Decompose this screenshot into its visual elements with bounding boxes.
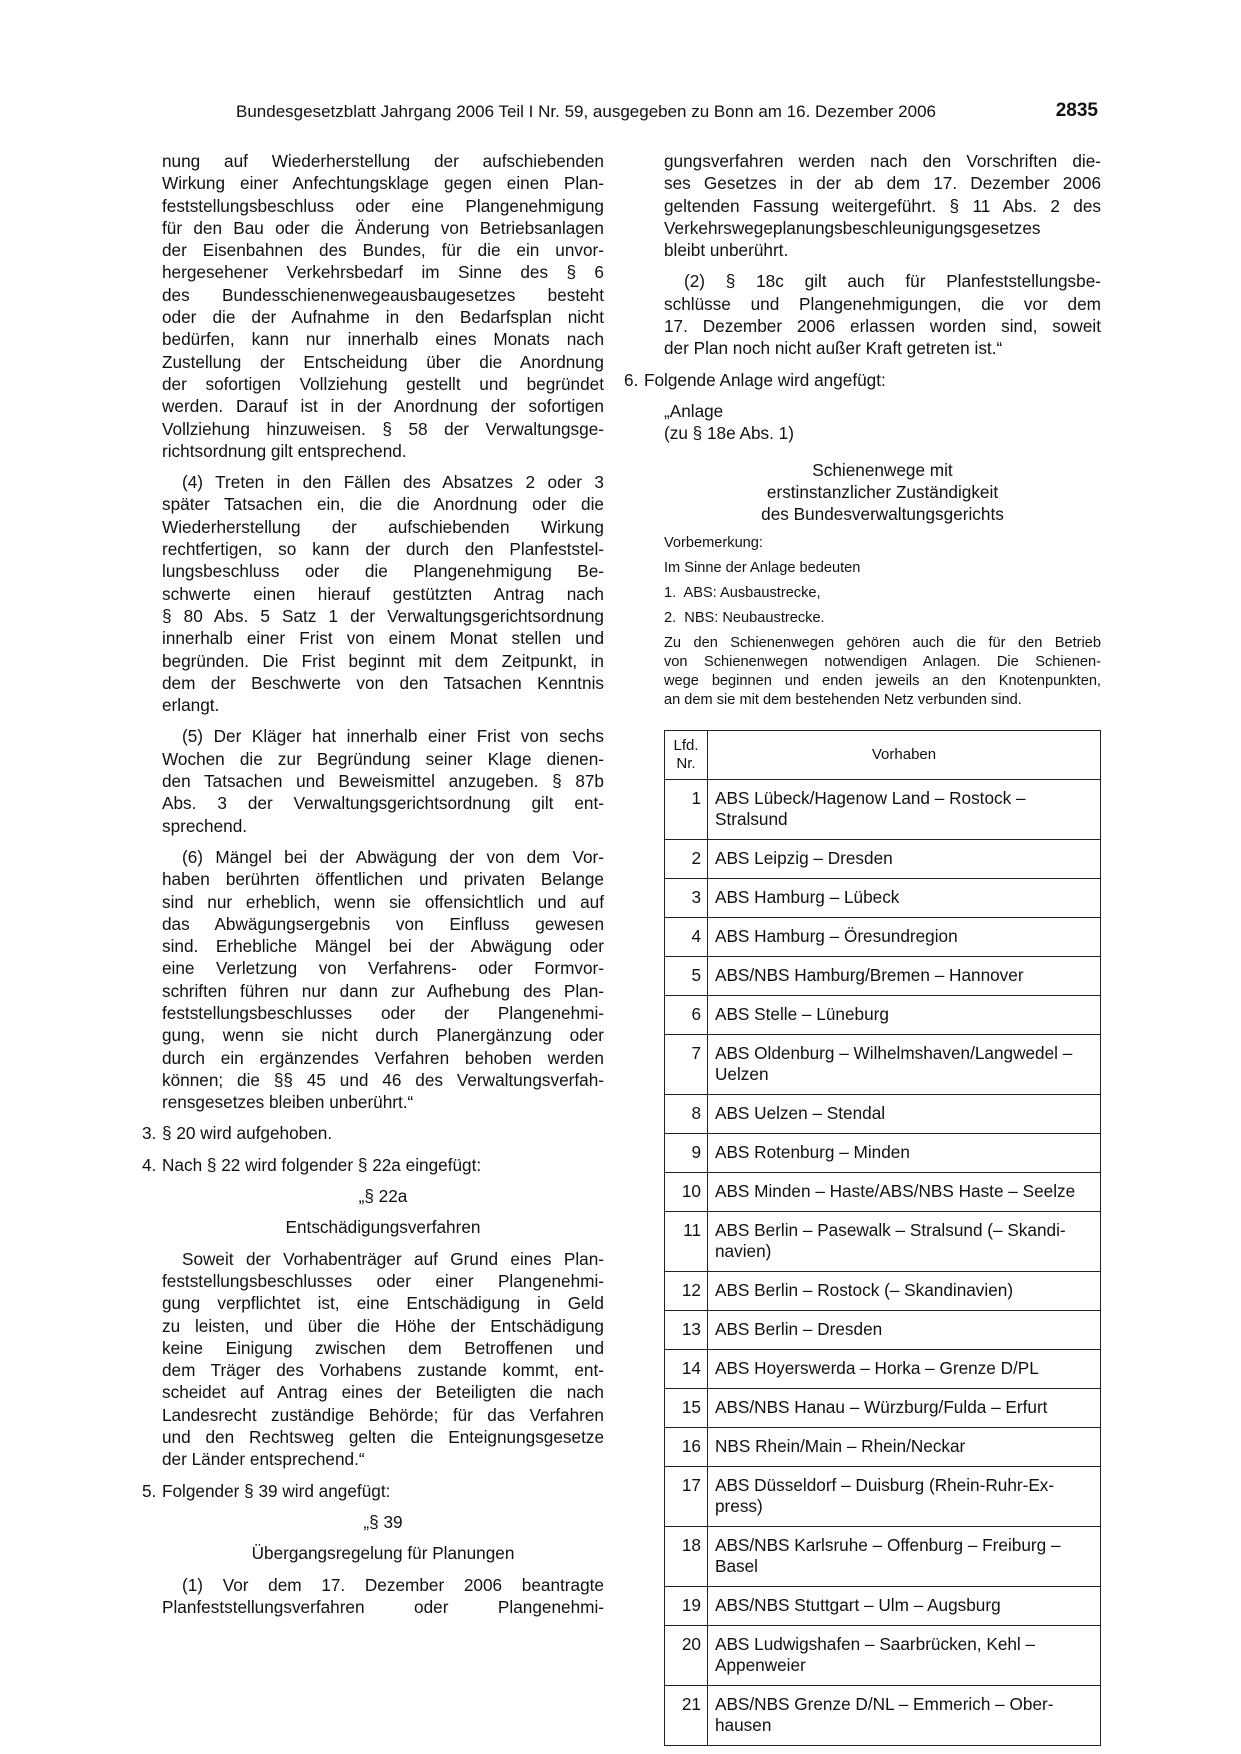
text-line: scheidet auf Antrag eines der Beteiligten die nach xyxy=(162,1382,604,1403)
row-number: 20 xyxy=(665,1626,708,1686)
row-vorhaben xyxy=(708,1134,1101,1173)
section-22a-text xyxy=(162,1248,604,1471)
text-line: erlangt. xyxy=(162,695,220,716)
section-22a-heading: „§ 22a xyxy=(358,1186,408,1207)
text-line: werden. Darauf ist in der Anordnung der sofortigen xyxy=(162,396,604,417)
section-22a-title: Entschädigungsverfahren xyxy=(285,1217,481,1238)
text-line: gung, wenn sie nicht durch Planergänzung oder xyxy=(162,1025,604,1046)
definition-abs: 1. ABS: Ausbaustrecke, xyxy=(664,585,821,602)
row-vorhaben xyxy=(708,1311,1101,1350)
text-line: § 80 Abs. 5 Satz 1 der Verwaltungsgerichtsordnung xyxy=(162,605,604,626)
table-row xyxy=(665,1587,1101,1626)
row-vorhaben xyxy=(708,1350,1101,1389)
paragraph-3-continued xyxy=(162,150,604,462)
item-text: Folgender § 39 wird angefügt: xyxy=(162,1480,391,1501)
text-line: (2) § 18c gilt auch für Planfeststellungsbe- xyxy=(684,271,1101,292)
text-line: bleibt unberührt. xyxy=(664,240,789,261)
text-line: geltenden Fassung weitergeführt. § 11 Abs. 2 des xyxy=(664,195,1101,216)
row-vorhaben xyxy=(708,996,1101,1035)
text-line: sind nur erheblich, wenn sie offensichtlich und auf xyxy=(162,891,604,912)
text-line: des Bundesverwaltungsgerichts xyxy=(761,504,1004,525)
item-number: 6. xyxy=(624,369,639,390)
text-line: eine Verletzung von Verfahrens- oder Formvor- xyxy=(162,958,604,979)
text-line: Soweit der Vorhabenträger auf Grund eines Plan- xyxy=(182,1248,604,1269)
row-number: 19 xyxy=(665,1587,708,1626)
text-line: 17. Dezember 2006 erlassen worden sind, soweit xyxy=(664,316,1101,337)
row-vorhaben xyxy=(708,1035,1101,1095)
amendment-item-5 xyxy=(142,1480,604,1502)
table-row xyxy=(665,1389,1101,1428)
column-header-nr xyxy=(665,731,708,780)
text-line: ABS/NBS Stuttgart – Ulm – Augsburg xyxy=(715,1595,1001,1616)
paragraph-6 xyxy=(162,846,604,1114)
text-line: dem Träger des Vorhabens zustande kommt, ent- xyxy=(162,1360,604,1381)
row-number: 18 xyxy=(665,1527,708,1587)
text-line: den Tatsachen und Beweismittel anzugeben. § 87b xyxy=(162,771,604,792)
text-line: rensgesetzes bleiben unberührt.“ xyxy=(162,1092,414,1113)
text-line: ABS Lübeck/Hagenow Land – Rostock – xyxy=(715,788,1026,809)
text-line: Wiederherstellung der aufschiebenden Wirkung xyxy=(162,516,604,537)
row-vorhaben xyxy=(708,1428,1101,1467)
section-39-para-2 xyxy=(664,270,1101,359)
text-line: wege beginnen und enden jeweils an den Knotenpunkten, xyxy=(664,673,1101,690)
section-39-text xyxy=(162,1574,604,1619)
text-line: später Tatsachen ein, die die Anordnung oder die xyxy=(162,494,604,515)
table-row xyxy=(665,879,1101,918)
column-header-vorhaben: Vorhaben xyxy=(708,731,1101,780)
table-row xyxy=(665,957,1101,996)
text-line: Zustellung der Entscheidung über die Anordnung xyxy=(162,351,604,372)
row-number: 21 xyxy=(665,1686,708,1746)
row-number: 16 xyxy=(665,1428,708,1467)
row-vorhaben xyxy=(708,780,1101,840)
text-line: ABS Berlin – Dresden xyxy=(715,1319,883,1340)
table-body xyxy=(665,780,1101,1746)
text-line: der Plan noch nicht außer Kraft getreten ist.“ xyxy=(664,338,1003,359)
text-line: (4) Treten in den Fällen des Absatzes 2 oder 3 xyxy=(182,472,604,493)
definition-nbs: 2. NBS: Neubaustrecke. xyxy=(664,610,825,627)
text-line: navien) xyxy=(715,1241,772,1262)
table-row xyxy=(665,1686,1101,1746)
text-line: sprechend. xyxy=(162,815,248,836)
row-number: 14 xyxy=(665,1350,708,1389)
text-line: Stralsund xyxy=(715,809,788,830)
row-vorhaben xyxy=(708,1467,1101,1527)
text-line: der Eisenbahnen des Bundes, für die ein unvor- xyxy=(162,240,604,261)
text-line: nung auf Wiederherstellung der aufschiebenden xyxy=(162,151,604,171)
text-line: Uelzen xyxy=(715,1064,769,1085)
text-line: innerhalb einer Frist von einem Monat stellen und xyxy=(162,628,604,649)
left-column xyxy=(142,150,604,1627)
section-39-continued xyxy=(664,150,1101,261)
text-line: NBS Rhein/Main – Rhein/Neckar xyxy=(715,1436,966,1457)
row-vorhaben xyxy=(708,879,1101,918)
text-line: ABS Uelzen – Stendal xyxy=(715,1103,886,1124)
text-line: ABS Leipzig – Dresden xyxy=(715,848,893,869)
item-number: 4. xyxy=(142,1154,157,1175)
amendment-item-3 xyxy=(142,1122,604,1144)
text-line: ABS/NBS Karlsruhe – Offenburg – Freiburg – xyxy=(715,1535,1061,1556)
row-number: 4 xyxy=(665,918,708,957)
row-number: 17 xyxy=(665,1467,708,1527)
text-line: begründen. Die Frist beginnt mit dem Zeitpunkt, in xyxy=(162,650,604,671)
text-line: haben berührten öffentlichen und privaten Belange xyxy=(162,869,604,890)
text-line: ABS/NBS Grenze D/NL – Emmerich – Ober- xyxy=(715,1694,1054,1715)
text-line: können; die §§ 45 und 46 des Verwaltungsverfah- xyxy=(162,1069,604,1090)
text-line: ABS Hoyerswerda – Horka – Grenze D/PL xyxy=(715,1358,1039,1379)
anlage-label: „Anlage xyxy=(664,400,724,421)
text-line: schwerte einen hierauf gestützten Antrag nach xyxy=(162,583,604,604)
table-row xyxy=(665,1134,1101,1173)
text-line: oder die der Aufnahme in den Bedarfsplan nicht xyxy=(162,307,604,328)
table-row xyxy=(665,1626,1101,1686)
text-line: Wochen die zur Begründung seiner Klage dienen- xyxy=(162,748,604,769)
table-row xyxy=(665,1467,1101,1527)
header-nr-line: Nr. xyxy=(676,755,696,773)
row-number: 7 xyxy=(665,1035,708,1095)
text-line: ABS/NBS Hamburg/Bremen – Hannover xyxy=(715,965,1024,986)
vorbemerkung-note xyxy=(664,634,1101,710)
text-line: ABS Hamburg – Lübeck xyxy=(715,887,900,908)
text-line: hausen xyxy=(715,1715,772,1736)
text-line: dem der Beschwerte von den Tatsachen Kenntnis xyxy=(162,672,604,693)
item-number: 5. xyxy=(142,1480,157,1501)
item-number: 3. xyxy=(142,1123,157,1144)
row-number: 5 xyxy=(665,957,708,996)
right-continuation xyxy=(664,150,1101,360)
table-row xyxy=(665,1272,1101,1311)
row-number: 6 xyxy=(665,996,708,1035)
right-column xyxy=(624,150,1101,1746)
row-number: 11 xyxy=(665,1212,708,1272)
text-line: (1) Vor dem 17. Dezember 2006 beantragte xyxy=(182,1574,604,1595)
text-line: erstinstanzlicher Zuständigkeit xyxy=(766,481,999,502)
row-vorhaben xyxy=(708,957,1101,996)
item-text: § 20 wird aufgehoben. xyxy=(162,1123,333,1144)
text-line: ABS Düsseldorf – Duisburg (Rhein-Ruhr-Ex- xyxy=(715,1475,1055,1496)
text-line: sind. Erhebliche Mängel bei der Abwägung oder xyxy=(162,936,604,957)
row-number: 9 xyxy=(665,1134,708,1173)
text-line: durch ein ergänzendes Verfahren behoben werden xyxy=(162,1047,604,1068)
text-line: Abs. 3 der Verwaltungsgerichtsordnung gilt ent- xyxy=(162,793,604,814)
row-vorhaben xyxy=(708,1272,1101,1311)
text-line: ABS Stelle – Lüneburg xyxy=(715,1004,889,1025)
text-line: zu leisten, und über die Höhe der Entschädigung xyxy=(162,1315,604,1336)
text-line: Schienenwege mit xyxy=(812,459,953,480)
text-line: (5) Der Kläger hat innerhalb einer Frist von sechs xyxy=(182,726,604,747)
text-line: Landesrecht zuständige Behörde; für das Verfahren xyxy=(162,1404,604,1425)
text-line: ses Gesetzes in der ab dem 17. Dezember 2006 xyxy=(664,173,1101,194)
paragraph-5 xyxy=(162,725,604,836)
row-number: 1 xyxy=(665,780,708,840)
row-vorhaben xyxy=(708,1212,1101,1272)
text-line: keine Einigung zwischen dem Betroffenen und xyxy=(162,1337,604,1358)
table-row xyxy=(665,1311,1101,1350)
text-line: des Bundesschienenwegeausbaugesetzes besteht xyxy=(162,284,604,305)
text-line: ABS Ludwigshafen – Saarbrücken, Kehl – xyxy=(715,1634,1036,1655)
text-line: ABS/NBS Hanau – Würzburg/Fulda – Erfurt xyxy=(715,1397,1048,1418)
text-line: ABS Berlin – Rostock (– Skandinavien) xyxy=(715,1280,1014,1301)
text-line: das Abwägungsergebnis von Einfluss gewesen xyxy=(162,913,604,934)
row-vorhaben xyxy=(708,1626,1101,1686)
text-line: richtsordnung gilt entsprechend. xyxy=(162,440,407,461)
vorbemerkung-label: Vorbemerkung: xyxy=(664,535,763,552)
header-nr-line: Lfd. xyxy=(673,737,699,755)
text-line: Wirkung einer Anfechtungsklage gegen einen Plan- xyxy=(162,173,604,194)
anlage-block xyxy=(664,400,1101,710)
text-line: Zu den Schienenwegen gehören auch die für den Betrieb xyxy=(664,635,1101,652)
row-number: 13 xyxy=(665,1311,708,1350)
table-row xyxy=(665,1173,1101,1212)
text-line: und den Rechtsweg gelten die Enteignungsgesetze xyxy=(162,1427,604,1448)
table-row xyxy=(665,996,1101,1035)
page-header xyxy=(236,100,1098,124)
text-line: von Schienenwegen notwendigen Anlagen. Die Schienen- xyxy=(664,654,1101,671)
row-vorhaben xyxy=(708,840,1101,879)
text-line: ABS Oldenburg – Wilhelmshaven/Langwedel – xyxy=(715,1043,1073,1064)
row-vorhaben xyxy=(708,1389,1101,1428)
text-line: ABS Rotenburg – Minden xyxy=(715,1142,910,1163)
item-text: Folgende Anlage wird angefügt: xyxy=(644,369,886,390)
text-line: press) xyxy=(715,1496,763,1517)
table-row xyxy=(665,1428,1101,1467)
text-line: Verkehrswegeplanungsbeschleunigungsgesetzes xyxy=(664,217,1041,238)
text-line: rechtfertigen, so kann der durch den Planfeststel- xyxy=(162,539,604,560)
amendment-item-6 xyxy=(624,369,1101,391)
text-line: Basel xyxy=(715,1556,758,1577)
text-line: schlüsse und Plangenehmigungen, die vor dem xyxy=(664,293,1101,314)
row-number: 15 xyxy=(665,1389,708,1428)
text-line: gung verpflichtet ist, eine Entschädigung in Geld xyxy=(162,1293,604,1314)
table-row xyxy=(665,840,1101,879)
table-row xyxy=(665,1035,1101,1095)
table-row xyxy=(665,1350,1101,1389)
text-line: feststellungsbeschluss oder eine Plangenehmigung xyxy=(162,195,604,216)
text-line: bedürfen, kann nur innerhalb eines Monats nach xyxy=(162,329,604,350)
row-vorhaben xyxy=(708,918,1101,957)
text-line: Planfeststellungsverfahren oder Plangenehmi- xyxy=(162,1596,604,1617)
table-row xyxy=(665,918,1101,957)
text-line: für den Bau oder die Änderung von Betriebsanlagen xyxy=(162,217,604,238)
text-line: schriften führen nur dann zur Aufhebung des Plan- xyxy=(162,980,604,1001)
section-39-title: Übergangsregelung für Planungen xyxy=(251,1543,515,1564)
section-39-heading: „§ 39 xyxy=(363,1511,403,1532)
row-number: 12 xyxy=(665,1272,708,1311)
row-vorhaben xyxy=(708,1095,1101,1134)
table-row xyxy=(665,1212,1101,1272)
row-number: 10 xyxy=(665,1173,708,1212)
text-line: (6) Mängel bei der Abwägung der von dem Vor- xyxy=(182,846,604,867)
text-line: hergesehener Verkehrsbedarf im Sinne des § 6 xyxy=(162,262,604,283)
text-line: feststellungsbeschlusses oder einer Plangenehmi- xyxy=(162,1270,604,1291)
table-row xyxy=(665,1095,1101,1134)
amendment-item-4 xyxy=(142,1154,604,1176)
text-line: ABS Berlin – Pasewalk – Stralsund (– Skandi- xyxy=(715,1220,1066,1241)
text-line: der sofortigen Vollziehung gestellt und begründet xyxy=(162,373,604,394)
table-row xyxy=(665,1527,1101,1587)
text-line: lungsbeschluss oder die Plangenehmigung Be- xyxy=(162,561,604,582)
table-header-row xyxy=(665,731,1101,780)
item-text: Nach § 22 wird folgender § 22a eingefügt: xyxy=(162,1154,482,1175)
text-line: gungsverfahren werden nach den Vorschriften die- xyxy=(664,151,1101,171)
text-line: Appenweier xyxy=(715,1655,806,1676)
text-line: an dem sie mit dem bestehenden Netz verbunden sind. xyxy=(664,692,1022,709)
row-vorhaben xyxy=(708,1587,1101,1626)
anlage-table xyxy=(664,730,1101,1746)
row-number: 2 xyxy=(665,840,708,879)
paragraph-4 xyxy=(162,471,604,716)
row-vorhaben xyxy=(708,1686,1101,1746)
definition-intro: Im Sinne der Anlage bedeuten xyxy=(664,560,861,577)
text-line: feststellungsbeschlusses oder der Plangenehmi- xyxy=(162,1002,604,1023)
page-number: 2835 xyxy=(1055,100,1098,121)
row-vorhaben xyxy=(708,1527,1101,1587)
text-line: der Länder entsprechend.“ xyxy=(162,1449,365,1470)
row-number: 3 xyxy=(665,879,708,918)
text-line: Vollziehung hinzuweisen. § 58 der Verwaltungsge- xyxy=(162,418,604,439)
anlage-reference: (zu § 18e Abs. 1) xyxy=(664,423,794,444)
text-line: ABS Minden – Haste/ABS/NBS Haste – Seelze xyxy=(715,1181,1076,1202)
row-number: 8 xyxy=(665,1095,708,1134)
text-line: ABS Hamburg – Öresundregion xyxy=(715,926,958,947)
table-row xyxy=(665,780,1101,840)
header-title: Bundesgesetzblatt Jahrgang 2006 Teil I Nr. 59, ausgegeben zu Bonn am 16. Dezember 2006 xyxy=(236,102,936,121)
row-vorhaben xyxy=(708,1173,1101,1212)
anlage-title xyxy=(664,459,1101,526)
